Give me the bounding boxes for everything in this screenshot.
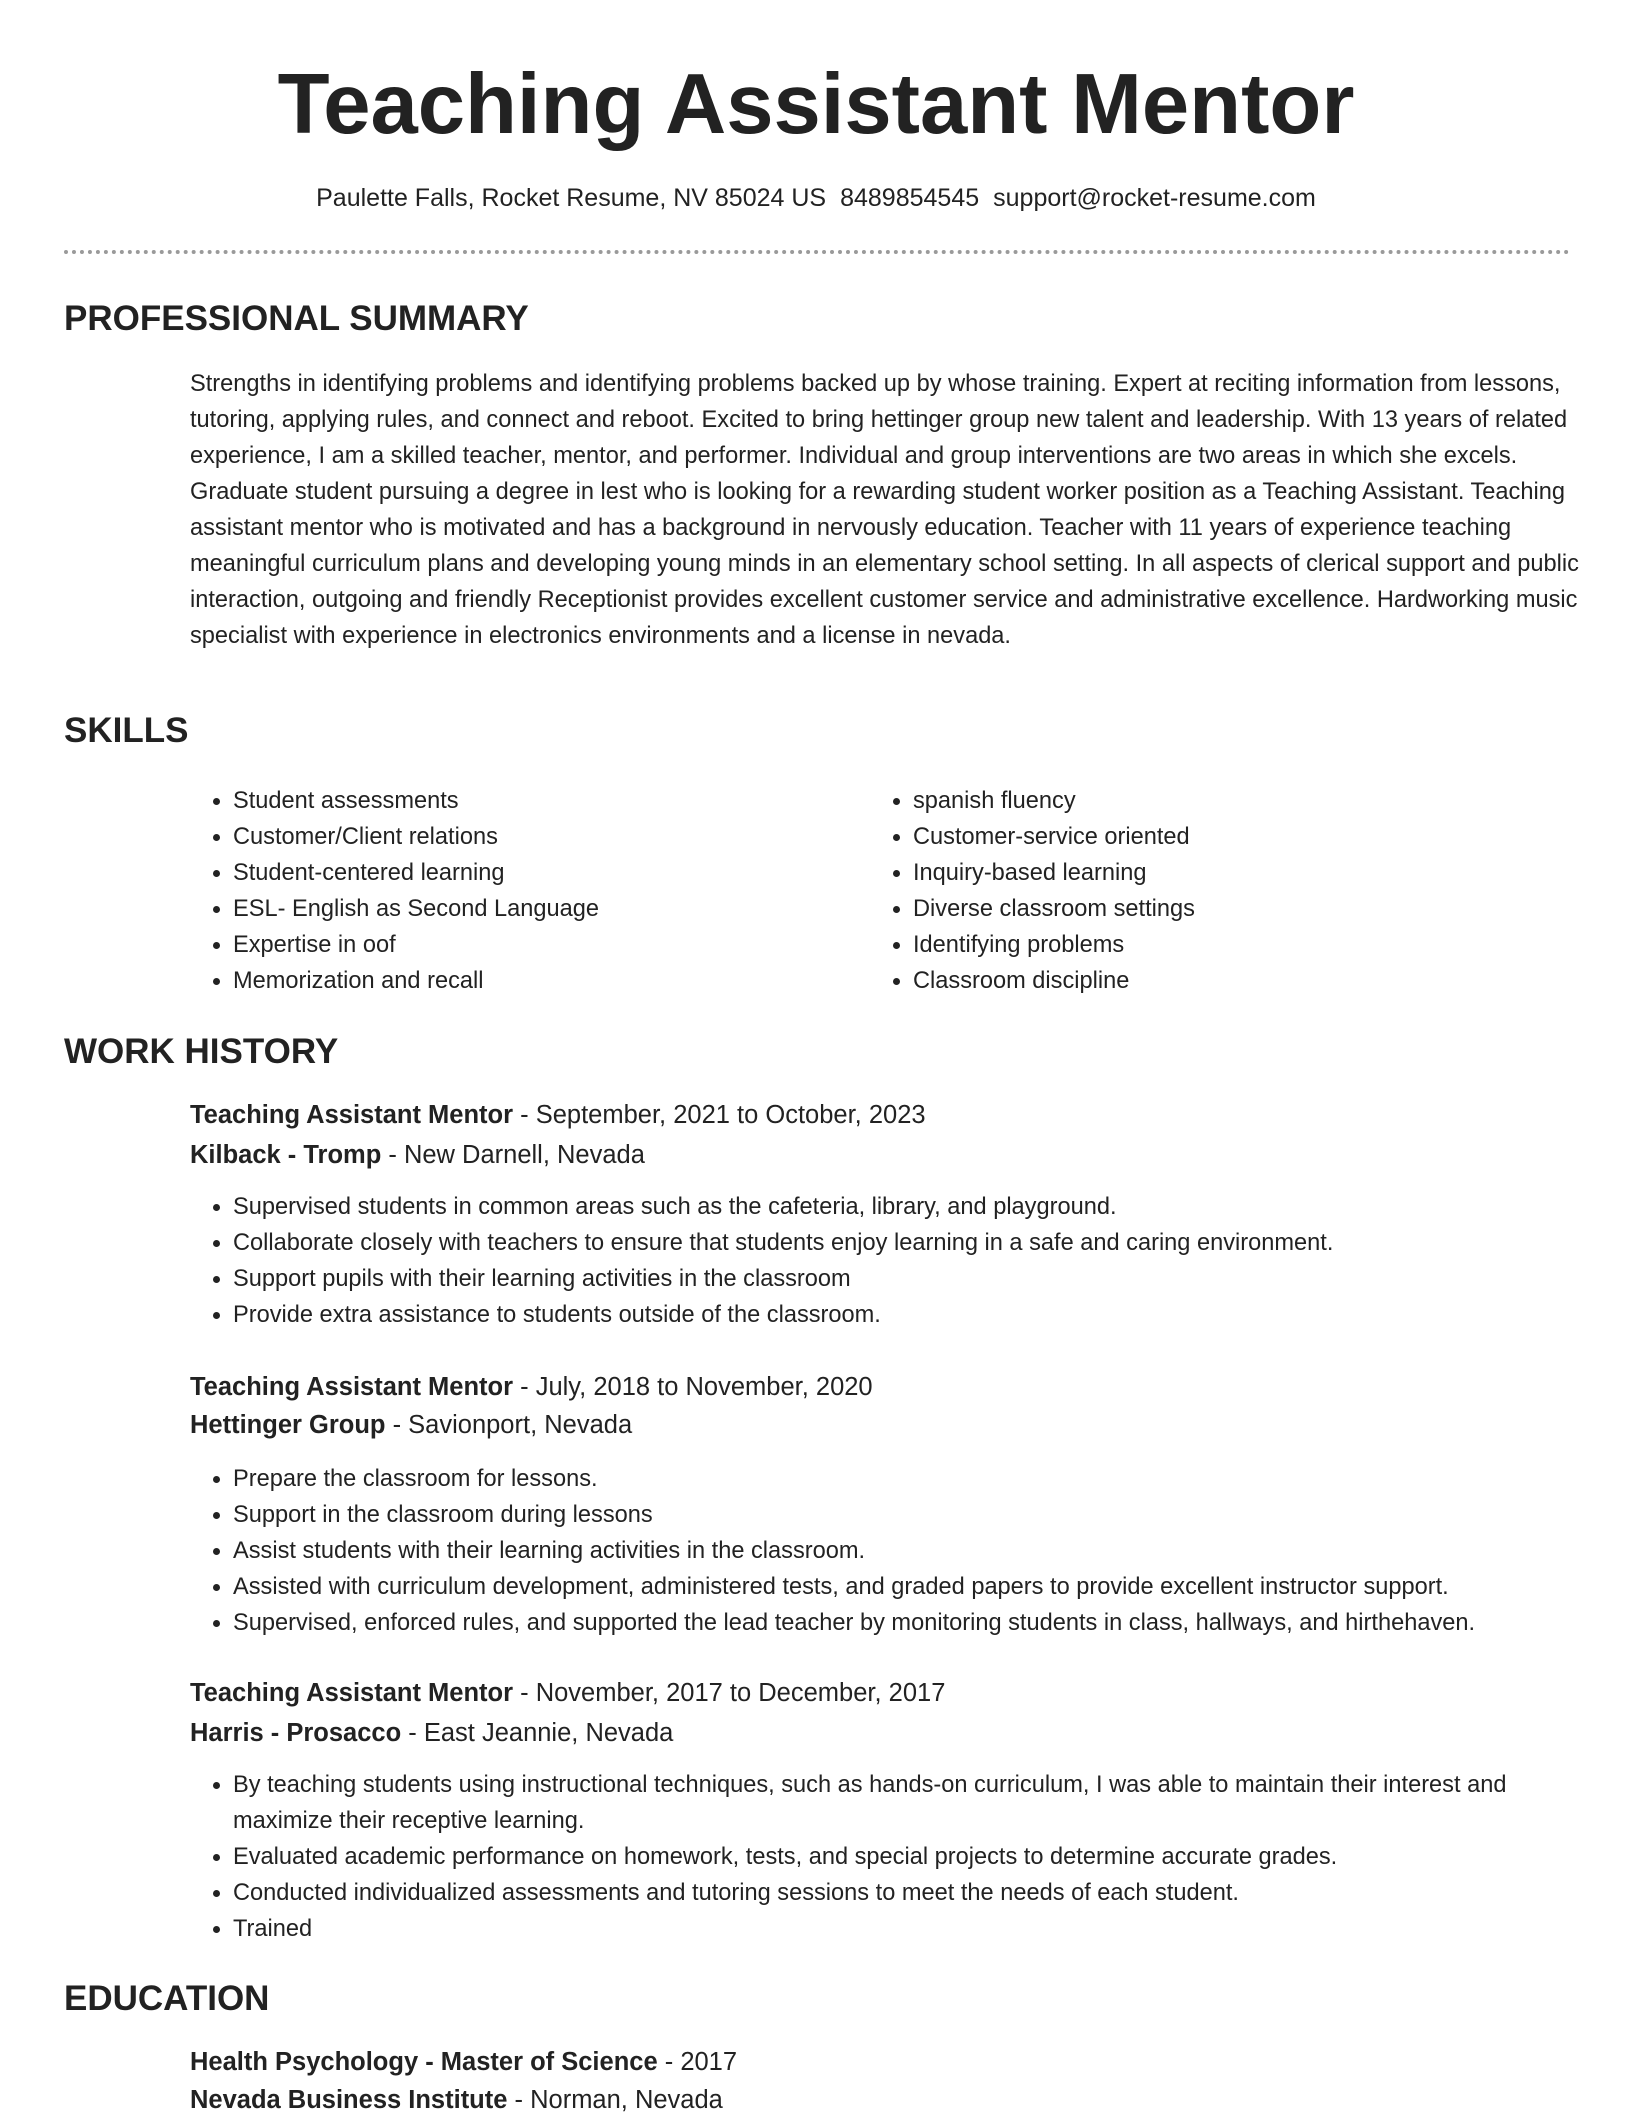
job-title-line <box>190 1097 926 1133</box>
skill-item: • Memorization and recall <box>233 963 830 999</box>
job-company: Hettinger Group <box>190 1411 386 1439</box>
job-employer-line <box>190 1715 673 1751</box>
skill-item: • Identifying problems <box>913 927 1510 963</box>
job-location: - East Jeannie, Nevada <box>401 1719 674 1747</box>
candidate-name: Teaching Assistant Mentor <box>277 57 1355 152</box>
skill-item: • Classroom discipline <box>913 963 1510 999</box>
skill-item: • Student assessments <box>233 783 830 819</box>
job-dates: - July, 2018 to November, 2020 <box>513 1373 873 1401</box>
education-school-line <box>190 2082 723 2118</box>
summary-heading: PROFESSIONAL SUMMARY <box>64 299 529 338</box>
education-location: - Norman, Nevada <box>507 2086 723 2114</box>
job-location: - New Darnell, Nevada <box>381 1141 645 1169</box>
job-location: - Savionport, Nevada <box>385 1411 633 1439</box>
skill-item: • Expertise in oof <box>233 927 830 963</box>
skills-list-left <box>190 783 830 999</box>
job-employer-line <box>190 1137 645 1173</box>
skill-item: • ESL- English as Second Language <box>233 891 830 927</box>
job-duty: • Supervised students in common areas such as the cafeteria, library, and playground. <box>233 1189 1580 1225</box>
job-duty: • Assisted with curriculum development, administered tests, and graded papers to provide excellent instructor support. <box>233 1569 1580 1605</box>
job-duty: • Evaluated academic performance on homework, tests, and special projects to determine accurate grades. <box>233 1839 1580 1875</box>
education-heading: EDUCATION <box>64 1979 270 2018</box>
contact-line <box>0 180 1632 216</box>
job-duty: • Prepare the classroom for lessons. <box>233 1461 1580 1497</box>
job-duties <box>190 1189 1580 1333</box>
skill-item: • Customer-service oriented <box>913 819 1510 855</box>
job-title-line <box>190 1369 873 1405</box>
skill-item: • Inquiry-based learning <box>913 855 1510 891</box>
contact-email: support@rocket-resume.com <box>993 184 1316 212</box>
education-degree-line <box>190 2044 737 2080</box>
job-dates: - September, 2021 to October, 2023 <box>513 1101 926 1129</box>
job-title: Teaching Assistant Mentor <box>190 1373 514 1401</box>
education-school: Nevada Business Institute <box>190 2086 508 2114</box>
job-duty: • Collaborate closely with teachers to ensure that students enjoy learning in a safe and caring environment. <box>233 1225 1580 1261</box>
skill-item: • Customer/Client relations <box>233 819 830 855</box>
education-year: - 2017 <box>657 2048 738 2076</box>
contact-phone: 8489854545 <box>840 184 980 212</box>
job-company: Kilback - Tromp <box>190 1141 382 1169</box>
job-duty: • Conducted individualized assessments and tutoring sessions to meet the needs of each student. <box>233 1875 1580 1911</box>
skills-heading: SKILLS <box>64 711 189 750</box>
job-title: Teaching Assistant Mentor <box>190 1679 514 1707</box>
job-duty: • By teaching students using instructional techniques, such as hands-on curriculum, I was able to maintain their interest and maximize their receptive learning. <box>233 1767 1580 1839</box>
job-duty: • Trained <box>233 1911 1580 1947</box>
job-duties <box>190 1461 1580 1641</box>
job-dates: - November, 2017 to December, 2017 <box>513 1679 946 1707</box>
summary-text: Strengths in identifying problems and identifying problems backed up by whose training. Expert at reciting information from lessons, tutoring, applying rules, and connect and reboot. Excited to bring hettinger group new talent and leadership. With 13 years of related experience, I am a skilled teacher, mentor, and performer. Individual and group interventions are two areas in which she excels. Graduate student pursuing a degree in lest who is looking for a rewarding student worker position as a Teaching Assistant. Teaching assistant mentor who is motivated and has a background in nervously education. Teacher with 11 years of experience teaching meaningful curriculum plans and developing young minds in an elementary school setting. In all aspects of clerical support and public interaction, outgoing and friendly Receptionist provides excellent customer service and administrative excellence. Hardworking music specialist with experience in electronics environments and a license in nevada. <box>190 371 1579 649</box>
job-duty: • Supervised, enforced rules, and supported the lead teacher by monitoring students in class, hallways, and hirthehaven. <box>233 1605 1580 1641</box>
skill-item: • Student-centered learning <box>233 855 830 891</box>
skills-list-right <box>870 783 1510 999</box>
education-degree: Health Psychology - Master of Science <box>190 2048 658 2076</box>
skill-item: • Diverse classroom settings <box>913 891 1510 927</box>
job-title: Teaching Assistant Mentor <box>190 1101 514 1129</box>
job-company: Harris - Prosacco <box>190 1719 402 1747</box>
job-duty: • Assist students with their learning activities in the classroom. <box>233 1533 1580 1569</box>
skill-item: • spanish fluency <box>913 783 1510 819</box>
job-employer-line <box>190 1407 632 1443</box>
job-duty: • Support in the classroom during lessons <box>233 1497 1580 1533</box>
job-duty: • Provide extra assistance to students outside of the classroom. <box>233 1297 1580 1333</box>
header-divider <box>64 250 1570 254</box>
job-duty: • Support pupils with their learning activities in the classroom <box>233 1261 1580 1297</box>
contact-address: Paulette Falls, Rocket Resume, NV 85024 US <box>316 184 827 212</box>
job-title-line <box>190 1675 945 1711</box>
job-duties <box>190 1767 1580 1947</box>
work-heading: WORK HISTORY <box>64 1032 339 1071</box>
